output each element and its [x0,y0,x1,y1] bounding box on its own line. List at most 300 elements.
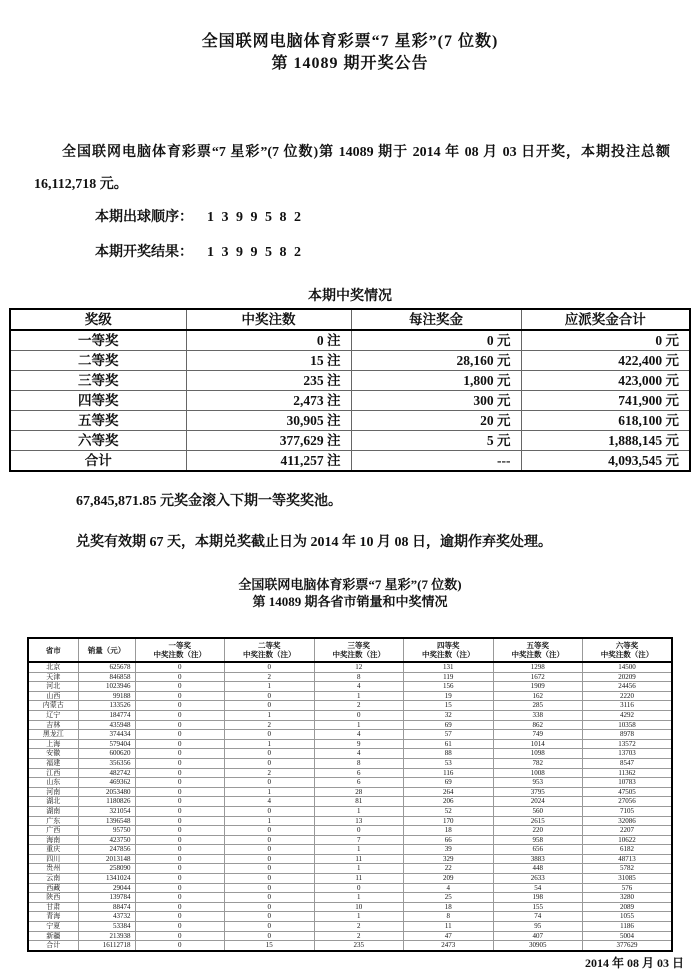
table-cell: 10 [314,902,404,912]
table-cell: 1672 [493,672,583,682]
table-cell: 356356 [78,758,135,768]
table-cell: 131 [404,662,494,672]
table-cell: 0 [135,854,225,864]
table-cell: 1341024 [78,874,135,884]
table-cell: 北京 [28,662,78,672]
table-cell: 57 [404,730,494,740]
table-row [10,330,690,351]
doc-title-line2: 第 14089 期开奖公告 [271,55,429,72]
table-row [28,720,672,730]
col-header-second-prize: 二等奖 中奖注数（注） [225,638,315,662]
table-cell: 云南 [28,874,78,884]
table-cell: 24456 [583,682,673,692]
table-cell: 辽宁 [28,710,78,720]
table-row [28,902,672,912]
table-cell: 377629 [583,941,673,951]
table-cell: 10622 [583,835,673,845]
table-row [28,922,672,932]
table-cell: 0 [225,902,315,912]
table-cell: 湖南 [28,806,78,816]
table-row [28,730,672,740]
table-cell: 2207 [583,826,673,836]
col-header-total-payout: 应派奖金合计 [521,309,690,330]
ball-order-value: 1 3 9 9 5 8 2 [207,210,303,225]
table-cell: 411,257 注 [186,451,351,472]
table-cell: 209 [404,874,494,884]
table-row [28,758,672,768]
table-cell: 3116 [583,701,673,711]
table-cell: 32086 [583,816,673,826]
table-cell: 0 [314,883,404,893]
table-cell: 上海 [28,739,78,749]
table-cell: 15 [225,941,315,951]
table-cell: 0 [135,739,225,749]
table-cell: 5 元 [351,431,521,451]
table-cell: 88474 [78,902,135,912]
table-cell: 53384 [78,922,135,932]
table-cell: 18 [404,826,494,836]
table-cell: 河北 [28,682,78,692]
table-cell: 329 [404,854,494,864]
table-cell: 69 [404,720,494,730]
table-cell: 1023946 [78,682,135,692]
table-cell: 安徽 [28,749,78,759]
table-cell: 782 [493,758,583,768]
table-cell: 47505 [583,787,673,797]
table-cell: 2 [314,701,404,711]
doc-title [0,31,700,75]
col-header-first-prize: 一等奖 中奖注数（注） [135,638,225,662]
table-cell: 西藏 [28,883,78,893]
table-cell: 吉林 [28,720,78,730]
table-cell: 2089 [583,902,673,912]
table-cell: 579404 [78,739,135,749]
table-cell: 235 [314,941,404,951]
table-row [28,816,672,826]
table-cell: 0 [135,845,225,855]
table-row [28,845,672,855]
table-cell: 0 元 [521,330,690,351]
table-cell: 1 [314,893,404,903]
table-cell: 0 [135,912,225,922]
table-cell: 13572 [583,739,673,749]
table-cell: 2473 [404,941,494,951]
table-cell: 8 [314,758,404,768]
table-cell: 170 [404,816,494,826]
table-cell: 95 [493,922,583,932]
table-cell: 3280 [583,893,673,903]
table-cell: 0 [225,874,315,884]
table-cell: 1 [225,739,315,749]
table-cell: 30,905 注 [186,411,351,431]
table-cell: 0 [135,749,225,759]
doc-title-line1: 全国联网电脑体育彩票“7 星彩”(7 位数) [201,33,499,50]
table-row [28,854,672,864]
table-cell: 31085 [583,874,673,884]
table-cell: 1098 [493,749,583,759]
table-cell: 0 [135,662,225,672]
table-cell: 16112718 [78,941,135,951]
table-cell: 469362 [78,778,135,788]
province-table-header-row [28,638,672,662]
table-cell: 7105 [583,806,673,816]
province-table [27,637,673,952]
table-cell: 2220 [583,691,673,701]
table-cell: 重庆 [28,845,78,855]
table-cell: 0 [225,662,315,672]
table-cell: 1014 [493,739,583,749]
table-row [10,411,690,431]
table-cell: 0 [314,826,404,836]
table-cell: 435948 [78,720,135,730]
table-cell: 8 [404,912,494,922]
table-cell: 2024 [493,797,583,807]
table-row [28,806,672,816]
table-row [28,874,672,884]
table-row [28,941,672,951]
table-cell: 0 [135,941,225,951]
table-row [10,431,690,451]
table-cell: 内蒙古 [28,701,78,711]
table-cell: 15 注 [186,351,351,371]
table-cell: 10783 [583,778,673,788]
table-cell: 0 [135,864,225,874]
table-cell: 156 [404,682,494,692]
table-row [10,351,690,371]
table-cell: 618,100 元 [521,411,690,431]
table-cell: 0 [135,691,225,701]
table-cell: 32 [404,710,494,720]
table-cell: 4 [404,883,494,893]
table-cell: 1 [314,864,404,874]
table-cell: 宁夏 [28,922,78,932]
table-cell: 625678 [78,662,135,672]
table-cell: 15 [404,701,494,711]
table-row [28,797,672,807]
prize-table-header-row [10,309,690,330]
table-cell: 2 [314,922,404,932]
col-header-fifth-prize: 五等奖 中奖注数（注） [493,638,583,662]
col-header-fourth-prize: 四等奖 中奖注数（注） [404,638,494,662]
table-cell: 235 注 [186,371,351,391]
table-cell: 862 [493,720,583,730]
province-table-title [0,576,700,610]
table-cell: 656 [493,845,583,855]
table-cell: 2 [225,672,315,682]
table-cell: 0 [225,864,315,874]
table-cell: 2053480 [78,787,135,797]
table-cell: 198 [493,893,583,903]
table-cell: 0 [225,730,315,740]
table-cell: 423750 [78,835,135,845]
table-cell: 285 [493,701,583,711]
table-cell: 1 [314,720,404,730]
table-cell: 28 [314,787,404,797]
table-cell: 三等奖 [10,371,186,391]
table-cell: 20 元 [351,411,521,431]
table-cell: 河南 [28,787,78,797]
table-cell: 43732 [78,912,135,922]
table-cell: 300 元 [351,391,521,411]
table-row [28,682,672,692]
table-row [28,931,672,941]
table-cell: 贵州 [28,864,78,874]
table-cell: 220 [493,826,583,836]
table-cell: 1 [225,787,315,797]
table-cell: 1 [314,912,404,922]
table-cell: 11 [314,854,404,864]
table-cell: 0 [225,758,315,768]
table-cell: 1,888,145 元 [521,431,690,451]
table-cell: 4292 [583,710,673,720]
table-cell: 六等奖 [10,431,186,451]
table-row [28,710,672,720]
table-cell: 22 [404,864,494,874]
province-table-title-line2: 第 14089 期各省市销量和中奖情况 [252,594,448,609]
table-cell: 258090 [78,864,135,874]
table-cell: 1 [314,806,404,816]
table-cell: 482742 [78,768,135,778]
table-row [28,672,672,682]
table-row [28,893,672,903]
table-cell: 11 [404,922,494,932]
table-cell: 福建 [28,758,78,768]
table-cell: 66 [404,835,494,845]
table-cell: 1298 [493,662,583,672]
col-header-winning-bets: 中奖注数 [186,309,351,330]
table-cell: 0 [135,720,225,730]
table-cell: 0 元 [351,330,521,351]
table-row [28,662,672,672]
table-cell: 0 [135,730,225,740]
table-cell: 600620 [78,749,135,759]
table-row [28,778,672,788]
table-cell: 846858 [78,672,135,682]
redeem-deadline-note: 兑奖有效期 67 天，本期兑奖截止日为 2014 年 10 月 08 日，逾期作弃奖处理。 [76,535,552,550]
table-cell: 1180826 [78,797,135,807]
table-row [28,701,672,711]
table-cell: 2 [225,720,315,730]
table-cell: 1 [225,816,315,826]
table-cell: 0 [135,682,225,692]
table-cell: 4 [225,797,315,807]
table-cell: 14500 [583,662,673,672]
result-value: 1 3 9 9 5 8 2 [207,245,303,260]
table-row [28,883,672,893]
table-cell: 0 [225,778,315,788]
table-cell: 0 [135,778,225,788]
table-cell: 12 [314,662,404,672]
table-cell: 3883 [493,854,583,864]
table-cell: 青海 [28,912,78,922]
table-cell: 18 [404,902,494,912]
table-cell: 0 [225,806,315,816]
table-cell: 48713 [583,854,673,864]
table-cell: 5004 [583,931,673,941]
table-row [10,451,690,472]
table-cell: 四川 [28,854,78,864]
table-cell: 2013148 [78,854,135,864]
table-cell: 133526 [78,701,135,711]
table-cell: 4 [314,749,404,759]
table-cell: 合计 [10,451,186,472]
table-cell: 321054 [78,806,135,816]
table-cell: 0 [135,758,225,768]
ball-order-line [95,209,700,227]
prize-table-title: 本期中奖情况 [308,289,392,304]
rollover-note: 67,845,871.85 元奖金滚入下期一等奖奖池。 [76,494,342,509]
table-cell: 13 [314,816,404,826]
table-cell: 新疆 [28,931,78,941]
table-cell: 1 [314,845,404,855]
table-cell: 11 [314,874,404,884]
table-cell: 4,093,545 元 [521,451,690,472]
table-cell: 0 [135,816,225,826]
table-cell: 99188 [78,691,135,701]
table-cell: 74 [493,912,583,922]
table-cell: 576 [583,883,673,893]
table-cell: 0 [225,854,315,864]
result-line [95,244,700,262]
table-cell: 448 [493,864,583,874]
table-cell: 6 [314,778,404,788]
table-cell: 0 [135,787,225,797]
table-cell: 0 [225,845,315,855]
table-cell: 广西 [28,826,78,836]
table-cell: 0 [135,710,225,720]
table-cell: 1055 [583,912,673,922]
table-cell: 247856 [78,845,135,855]
table-row [28,691,672,701]
table-cell: 53 [404,758,494,768]
result-label: 本期开奖结果： [95,245,193,260]
table-cell: 184774 [78,710,135,720]
table-row [28,768,672,778]
table-cell: 陕西 [28,893,78,903]
table-cell: 0 [135,826,225,836]
table-cell: 11362 [583,768,673,778]
table-cell: 162 [493,691,583,701]
table-cell: 0 [225,749,315,759]
table-cell: 江西 [28,768,78,778]
table-cell: 一等奖 [10,330,186,351]
table-cell: 1008 [493,768,583,778]
table-cell: 338 [493,710,583,720]
table-cell: 4 [314,682,404,692]
table-cell: 8547 [583,758,673,768]
table-cell: 81 [314,797,404,807]
table-cell: 28,160 元 [351,351,521,371]
table-cell: 29044 [78,883,135,893]
table-cell: 8 [314,672,404,682]
table-cell: 25 [404,893,494,903]
table-cell: 6182 [583,845,673,855]
table-cell: 741,900 元 [521,391,690,411]
table-cell: 0 [314,710,404,720]
table-cell: 0 [225,912,315,922]
table-cell: 1 [225,710,315,720]
table-cell: 0 [225,922,315,932]
table-cell: 10358 [583,720,673,730]
table-cell: 423,000 元 [521,371,690,391]
table-cell: 69 [404,778,494,788]
col-header-prize-level: 奖级 [10,309,186,330]
table-cell: 30905 [493,941,583,951]
table-cell: 3795 [493,787,583,797]
table-cell: 47 [404,931,494,941]
table-cell: 20209 [583,672,673,682]
table-cell: 广东 [28,816,78,826]
table-cell: 6 [314,768,404,778]
table-cell: 合计 [28,941,78,951]
prize-table [9,308,691,472]
table-cell: 0 [135,902,225,912]
table-cell: 39 [404,845,494,855]
table-cell: 0 [135,806,225,816]
table-row [28,864,672,874]
table-cell: 0 [225,893,315,903]
table-cell: 749 [493,730,583,740]
table-cell: 560 [493,806,583,816]
table-cell: 1909 [493,682,583,692]
table-cell: 2,473 注 [186,391,351,411]
table-cell: 958 [493,835,583,845]
table-cell: 0 [135,922,225,932]
table-cell: 1 [314,691,404,701]
table-row [28,749,672,759]
table-cell: 206 [404,797,494,807]
table-cell: 407 [493,931,583,941]
table-cell: 139784 [78,893,135,903]
col-header-third-prize: 三等奖 中奖注数（注） [314,638,404,662]
table-cell: 0 [225,931,315,941]
table-row [28,739,672,749]
table-cell: 0 [135,797,225,807]
col-header-province: 省市 [28,638,78,662]
table-cell: 4 [314,730,404,740]
intro-paragraph: 全国联网电脑体育彩票“7 星彩”(7 位数)第 14089 期于 2014 年 08 月 03 日开奖，本期投注总额 16,112,718 元。 [34,145,670,192]
table-cell: 52 [404,806,494,816]
table-cell: 374434 [78,730,135,740]
table-cell: 213938 [78,931,135,941]
table-row [28,826,672,836]
table-cell: 0 [135,672,225,682]
table-cell: 119 [404,672,494,682]
table-cell: 116 [404,768,494,778]
table-cell: 0 [225,883,315,893]
table-cell: 95750 [78,826,135,836]
table-row [28,835,672,845]
col-header-sixth-prize: 六等奖 中奖注数（注） [583,638,673,662]
table-cell: 5782 [583,864,673,874]
table-row [10,371,690,391]
table-row [10,391,690,411]
table-cell: 13703 [583,749,673,759]
table-cell: 155 [493,902,583,912]
table-cell: 山西 [28,691,78,701]
table-cell: 19 [404,691,494,701]
table-cell: 0 [135,883,225,893]
table-cell: 0 [135,701,225,711]
table-cell: 湖北 [28,797,78,807]
table-cell: 海南 [28,835,78,845]
col-header-prize-per-bet: 每注奖金 [351,309,521,330]
table-cell: 2633 [493,874,583,884]
table-cell: 黑龙江 [28,730,78,740]
table-cell: 0 [225,691,315,701]
table-row [28,787,672,797]
table-cell: 天津 [28,672,78,682]
